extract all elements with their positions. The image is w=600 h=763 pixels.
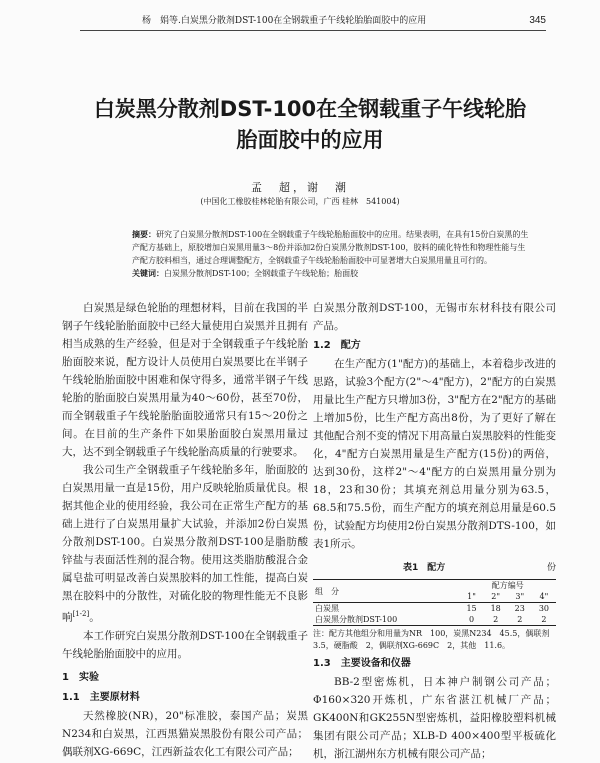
running-header bbox=[80, 12, 546, 31]
table-row-label: 白炭黑 bbox=[315, 604, 339, 613]
table-cell: 18 bbox=[490, 604, 501, 613]
subsection-heading-materials: 1.1 主要原材料 bbox=[62, 691, 140, 703]
table-col-header: 1" bbox=[460, 591, 484, 603]
materials-paragraph: 天然橡胶(NR)，20"标准胶，泰国产品；炭黑N234和白炭黑，江西黑猫炭黑股份有限公司产品；偶联剂XG-669C，江西新益农化工有限公司产品； bbox=[62, 709, 308, 758]
left-column bbox=[62, 299, 308, 761]
materials-paragraph-cont: 白炭黑分散剂DST-100，无锡市东材科技有限公司产品。 bbox=[313, 302, 556, 332]
table-row bbox=[313, 603, 556, 615]
affiliation: (中国化工橡胶桂林轮胎有限公司，广西 桂林 541004) bbox=[200, 197, 400, 206]
abstract-paragraph bbox=[132, 228, 530, 267]
keywords-label: 关键词： bbox=[132, 269, 164, 278]
table-cell: 0 bbox=[460, 614, 484, 626]
formula-paragraph: 在生产配方(1"配方)的基础上，本着稳步改进的思路，试验3个配方(2"～4"配方)，2"配方的白炭黑用量比生产配方只增加3份，3"配方在2"配方的基础上增加5份，比生产配方高出8份，为了更好了解在其他配合剂不变的情况下用高量白炭黑胶料的性能变化，4"配方白炭黑用量是生产配方(15份)的两倍，达到30份，这样2"～4"配方的白炭黑用量分别为18，23和30份；其填充剂总用量分别为63.5，68.5和75.5份，而生产配方的填充剂总用量是60.5份，试验配方均使用2份白炭黑分散剂DTS-100，如表1所示。 bbox=[313, 358, 556, 550]
keywords-text: 白炭黑分散剂DST-100；全钢载重子午线轮胎；胎面胶 bbox=[164, 269, 359, 278]
intro-paragraph-1: 白炭黑是绿色轮胎的理想材料，目前在我国的半钢子午线轮胎胎面胶中已经大量使用白炭黑并且拥有相当成熟的生产经验，但是对于全钢载重子午线轮胎胎面胶来说，配方设计人员使用白炭黑要比在半钢子午线轮胎胎面胶中困难和保守得多，通常半钢子午线轮胎的胎面胶白炭黑用量为40～60份，甚至70份，而全钢载重子午线轮胎胎面胶通常只有15～20份之间。在目前的生产条件下如果胎面胶白炭黑用量过大，达不到全钢载重子午线轮胎高质量的行驶要求。 bbox=[62, 302, 308, 458]
table-note: 注：配方其他组分和用量为NR 100，炭黑N234 45.5，偶联剂 3.5，硬脂酸 2，偶联剂XG-669C 2，其他 11.6。 bbox=[313, 629, 558, 650]
table-col-header: 4" bbox=[532, 591, 556, 603]
table-cell: 23 bbox=[514, 604, 525, 613]
table-col-header: 3" bbox=[508, 591, 532, 603]
abstract bbox=[132, 228, 530, 280]
table-cell: 15 bbox=[466, 604, 477, 613]
intro-paragraph-2-text: 我公司生产全钢载重子午线轮胎多年，胎面胶的白炭黑用量一直是15份，用户反映轮胎质量优良。根据其他企业的使用经验，我公司在正常生产配方的基础上进行了白炭黑用量扩大试验，并添加2份白炭黑分散剂DST-100。白炭黑分散剂DST-100是脂肪酸锌盐与表面活性剂的混合物。使用这类脂肪酸混合金属皂盐可明显改善白炭黑胶料的加工性能，提高白炭黑在胶料中的分散性，对硫化胶的物理性能无不良影响 bbox=[62, 464, 308, 624]
table-col-header: 2" bbox=[484, 591, 508, 603]
authors: 孟 超，谢 潮 bbox=[251, 181, 349, 194]
table-cell: 2 bbox=[532, 614, 556, 626]
intro-paragraph-2 bbox=[62, 461, 308, 627]
equipment-paragraph: BB-2型密炼机，日本神户制钢公司产品；Φ160×320开炼机，广东省湛江机械厂产品；GK400N和GK255N型密炼机，益阳橡胶塑料机械集团有限公司产品；XLB-D 400×400型平板硫化机，浙江湖州东方机械有限公司产品； bbox=[313, 676, 556, 760]
table-row-label: 白炭黑分散剂DST-100 bbox=[313, 614, 460, 626]
intro-paragraph-2-end: 。 bbox=[89, 611, 100, 624]
table-stub-header: 组 分 bbox=[313, 580, 460, 603]
subsection-heading-equipment: 1.3 主要设备和仪器 bbox=[313, 658, 411, 669]
table-cell: 2 bbox=[484, 614, 508, 626]
title-line-2: 胎面胶中的应用 bbox=[236, 128, 384, 152]
table-title: 表1 配方 bbox=[403, 563, 446, 573]
page-number: 345 bbox=[529, 15, 546, 26]
table-caption bbox=[313, 559, 556, 577]
table-group-header: 配方编号 bbox=[460, 580, 557, 592]
right-column bbox=[313, 299, 556, 763]
title-line-1: 白炭黑分散剂DST-100在全钢载重子午线轮胎 bbox=[93, 97, 527, 121]
running-title: 杨 娟等.白炭黑分散剂DST-100在全钢载重子午线轮胎胎面胶中的应用 bbox=[142, 16, 427, 26]
formula-table bbox=[313, 579, 556, 626]
intro-paragraph-3: 本工作研究白炭黑分散剂DST-100在全钢载重子午线轮胎胎面胶中的应用。 bbox=[62, 629, 308, 660]
table-row bbox=[313, 614, 556, 626]
keywords bbox=[132, 267, 530, 280]
abstract-text: 研究了白炭黑分散剂DST-100在全钢载重子午线轮胎胎面胶中的应用。结果表明，在具有15份白炭黑的生产配方基础上，原胶增加白炭黑用量3～8份并添加2份白炭黑分散剂DST-100，胶料的硫化特性和物理性能与生产配方胶料相当，通过合理调整配方，全钢载重子午线轮胎胎面胶中可显著增大白炭黑用量且可行的。 bbox=[132, 230, 529, 265]
table-header-row bbox=[313, 580, 556, 592]
table-unit: 份 bbox=[546, 563, 556, 573]
abstract-label: 摘要： bbox=[132, 230, 156, 239]
table-cell: 30 bbox=[538, 604, 549, 613]
section-heading-experiment: 1 实验 bbox=[62, 671, 99, 683]
table-cell: 2 bbox=[508, 614, 532, 626]
citation-marker: [1-2] bbox=[72, 610, 90, 618]
subsection-heading-formula: 1.2 配方 bbox=[313, 340, 361, 351]
paper-title bbox=[60, 94, 560, 156]
